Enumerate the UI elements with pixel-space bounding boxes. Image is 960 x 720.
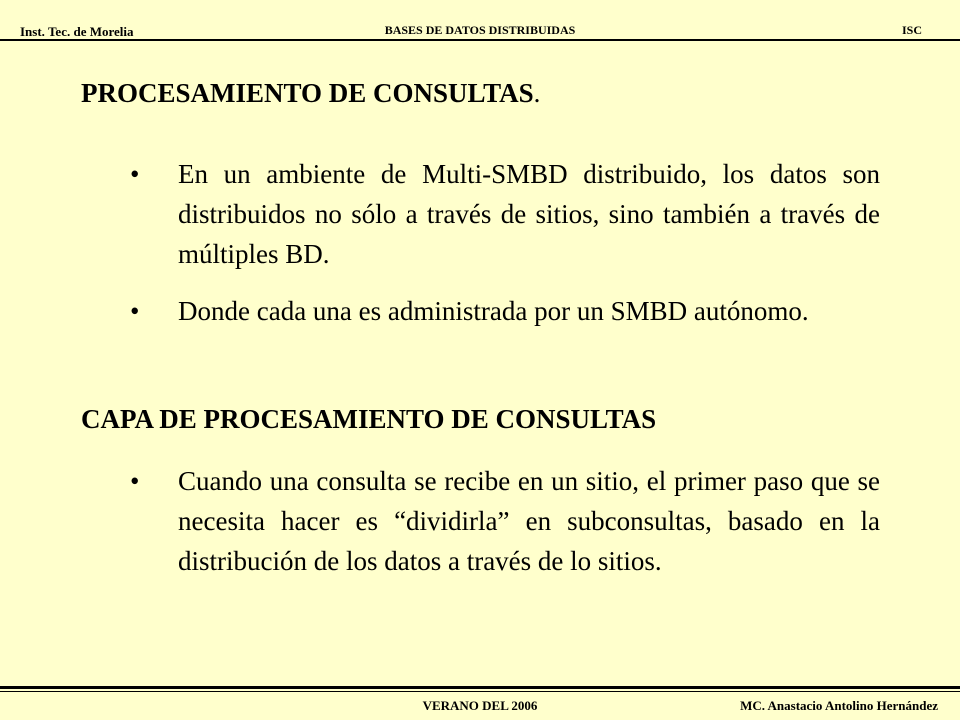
section-title-layer: CAPA DE PROCESAMIENTO DE CONSULTAS (81, 404, 657, 434)
bullet-marker: • (130, 466, 140, 496)
footer-divider-thin (0, 691, 960, 692)
footer-author: MC. Anastacio Antolino Hernández (740, 698, 938, 713)
footer-divider-thick (0, 686, 960, 689)
footer-term: VERANO DEL 2006 (422, 698, 538, 713)
bullet-text-multi-smbd: En un ambiente de Multi-SMBD distribuido, los datos son distribuidos no sólo a través de sitios, sino también a través de múltiples BD. (178, 159, 880, 269)
bullet-text-subqueries: Cuando una consulta se recibe en un sitio, el primer paso que se necesita hacer es “dividirla” en subconsultas, basado en la distribución de los datos a través de lo sitios. (178, 466, 880, 576)
bullet-text-autonomous: Donde cada una es administrada por un SMBD autónomo. (178, 296, 809, 326)
header-course-title: BASES DE DATOS DISTRIBUIDAS (384, 23, 576, 37)
bullet-marker: • (130, 159, 140, 189)
header-divider (0, 39, 960, 41)
section-title-text: PROCESAMIENTO DE CONSULTAS (81, 78, 534, 108)
section-title-processing (81, 78, 540, 109)
header-program: ISC (901, 23, 922, 37)
section-title-period: . (533, 78, 541, 108)
bullet-marker: • (130, 296, 140, 326)
header-institution: Inst. Tec. de Morelia (20, 24, 134, 39)
